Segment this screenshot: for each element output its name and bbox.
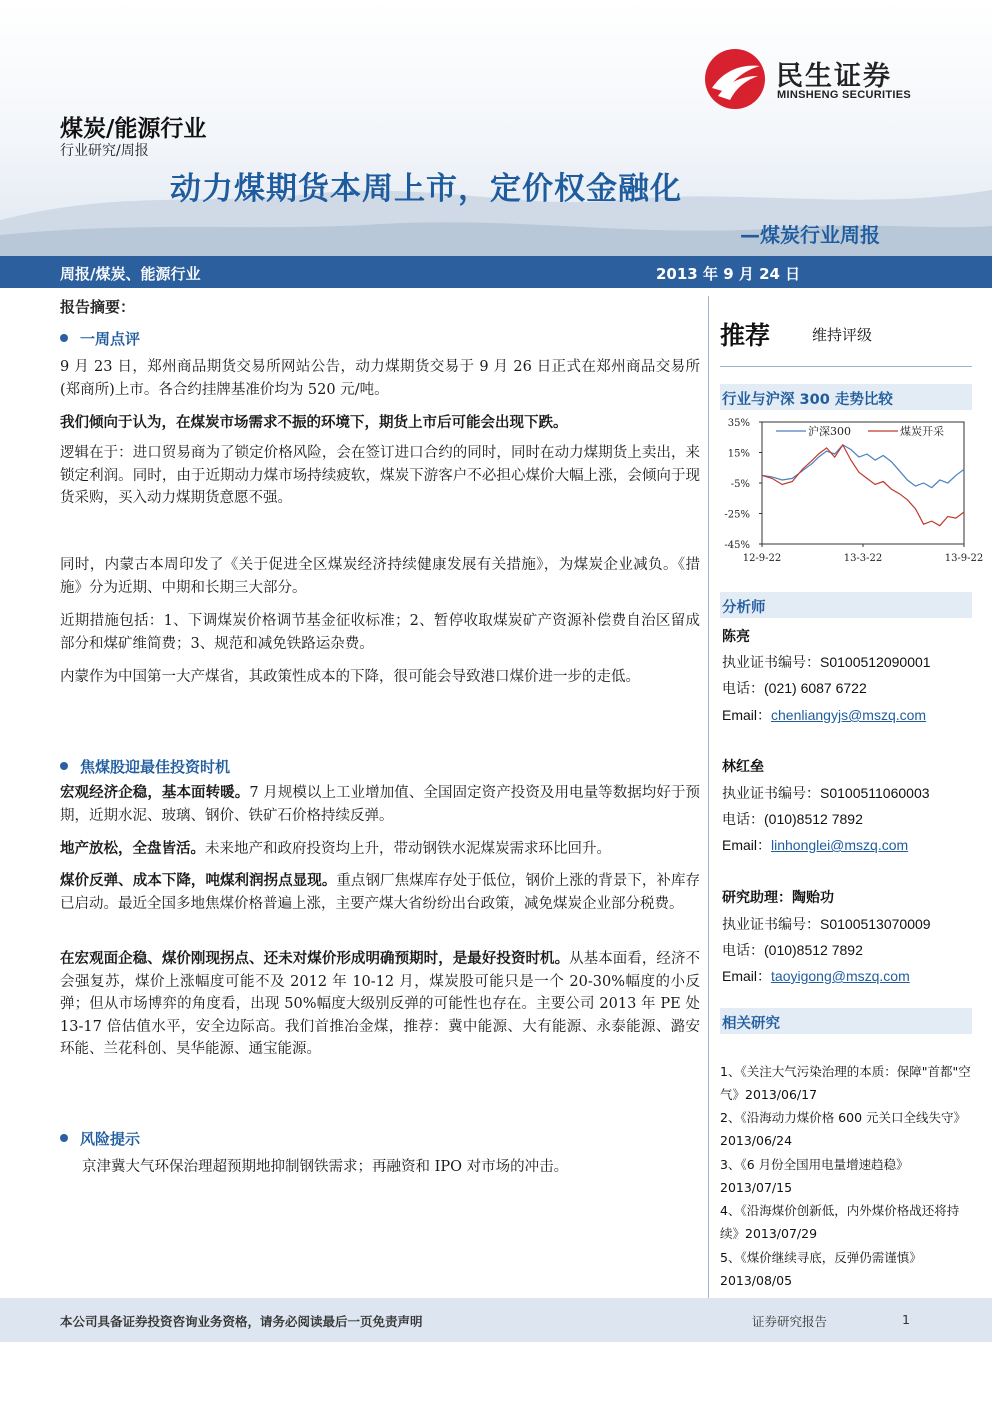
related-report-item[interactable]: 4、《沿海煤价创新低，内外煤价格战还将持续》2013/07/29 xyxy=(720,1203,960,1241)
page-footer xyxy=(0,1298,992,1342)
minsheng-logo-icon xyxy=(704,48,766,110)
analyst-phone: 电话：(010)8512 7892 xyxy=(722,811,863,827)
y-tick-label: 35% xyxy=(727,418,750,429)
section-coking-coal xyxy=(60,756,230,777)
paragraph: 内蒙作为中国第一大产煤省，其政策性成本的下降，很可能会导致港口煤价进一步的走低。 xyxy=(60,669,640,685)
paragraph xyxy=(60,948,700,1061)
related-title: 相关研究 xyxy=(722,1016,780,1032)
industry-label: 煤炭/能源行业 xyxy=(60,116,207,142)
paragraph xyxy=(60,782,700,827)
paragraph-lead: 在宏观面企稳、煤价刚现拐点、还未对煤价形成明确预期时，是最好投资时机。 xyxy=(60,951,570,967)
y-tick-label: -25% xyxy=(724,509,750,521)
y-tick-label: -5% xyxy=(730,479,750,490)
paragraph: 逻辑在于：进口贸易商为了锁定价格风险，会在签订进口合约的同时，同时在动力煤期货上卖出，来锁定利润。同时，由于近期动力煤市场持续疲软，煤炭下游客户不必担心煤价大幅上涨，会倾向于现货采购，买入动力煤期货意愿不强。 xyxy=(60,445,700,506)
chart-frame xyxy=(762,422,964,544)
chart-title: 行业与沪深 300 走势比较 xyxy=(722,392,893,408)
report-type: 行业研究/周报 xyxy=(60,143,149,159)
analyst-cert: 执业证书编号：S0100513070009 xyxy=(722,916,931,932)
bullet-icon xyxy=(60,1134,68,1142)
analyst-name: 林红垒 xyxy=(722,759,764,775)
logo-english-name: MINSHENG SECURITIES xyxy=(777,89,912,101)
paragraph-emphasis: 我们倾向于认为，在煤炭市场需求不振的环境下，期货上市后可能会出现下跌。 xyxy=(60,415,568,431)
section-title: 一周点评 xyxy=(80,330,141,348)
analyst-section-header xyxy=(720,592,972,618)
legend-label: 沪深300 xyxy=(808,425,851,438)
paragraph: 同时，内蒙古本周印发了《关于促进全区煤炭经济持续健康发展有关措施》，为煤炭企业减负。《措施》分为近期、中期和长期三大部分。 xyxy=(60,557,700,596)
email-link[interactable]: taoyigong@mszq.com xyxy=(771,968,910,984)
email-label: Email： xyxy=(722,707,772,723)
analyst-phone: 电话：(021) 6087 6722 xyxy=(722,680,867,696)
paragraph-lead: 宏观经济企稳，基本面转暖。 xyxy=(60,785,250,801)
rating-sub: 维持评级 xyxy=(812,326,873,344)
report-subtitle: —煤炭行业周报 xyxy=(740,223,880,247)
rating-main: 推荐 xyxy=(720,321,771,350)
report-header xyxy=(0,0,992,256)
paragraph-body: 7 月规模以上工业增加值、全国固定资产投资及用电量等数据均好于预期，近期水泥、玻璃、钢价、铁矿石价格持续反弹。 xyxy=(60,785,700,824)
section-title: 焦煤股迎最佳投资时机 xyxy=(80,758,231,776)
trend-chart xyxy=(720,416,984,576)
email-link[interactable]: linhonglei@mszq.com xyxy=(771,837,909,853)
paragraph: 近期措施包括：1、下调煤炭价格调节基金征收标准；2、暂停收取煤炭矿产资源补偿费自治区留成部分和煤矿维简费；3、规范和减免铁路运杂费。 xyxy=(60,613,700,652)
analyst-email xyxy=(722,705,926,725)
analyst-name: 研究助理：陶贻功 xyxy=(722,890,834,906)
paragraph xyxy=(60,838,700,861)
paragraph: 9 月 23 日，郑州商品期货交易所网站公告，动力煤期货交易于 9 月 26 日正式在郑州商品交易所(郑商所)上市。各合约挂牌基准价均为 520 元/吨。 xyxy=(60,359,700,398)
abstract-label: 报告摘要： xyxy=(60,298,136,316)
report-category: 周报/煤炭、能源行业 xyxy=(60,265,201,283)
analyst-title: 分析师 xyxy=(722,600,766,616)
footer-disclaimer: 本公司具备证券投资咨询业务资格，请务必阅读最后一页免责声明 xyxy=(60,1314,423,1329)
x-tick-label: 13-9-22 xyxy=(944,553,984,564)
paragraph-body: 未来地产和政府投资均上升，带动钢铁水泥煤炭需求环比回升。 xyxy=(205,841,611,857)
y-tick-label: 15% xyxy=(727,448,750,460)
paragraph: 京津冀大气环保治理超预期地抑制钢铁需求；再融资和 IPO 对市场的冲击。 xyxy=(82,1159,569,1175)
column-divider xyxy=(708,296,709,1298)
paragraph-body: 从基本面看，经济不会强复苏，煤价上涨幅度可能不及 2012 年 10-12 月，煤炭股可能只是一个 20-30%幅度的小反弹；但从市场博弈的角度看，出现 50%幅度大级别反弹的可能性也存在。主要公司 2013 年 PE 处 13-17 倍估值水平，安全边际高。我们首推冶金煤，推荐：冀中能源、大有能源、永泰能源、潞安环能、兰花科创、昊华能源、通宝能源。 xyxy=(60,951,700,1057)
x-tick-label: 12-9-22 xyxy=(742,553,782,564)
email-label: Email： xyxy=(722,837,772,853)
related-report-item[interactable]: 3、《6 月份全国用电量增速趋稳》2013/07/15 xyxy=(720,1157,909,1195)
analyst-cert: 执业证书编号：S0100512090001 xyxy=(722,654,931,670)
analyst-cert: 执业证书编号：S0100511060003 xyxy=(722,785,930,801)
analyst-email xyxy=(722,835,908,855)
section-weekly-review xyxy=(60,328,140,349)
related-section-header xyxy=(720,1008,972,1034)
bullet-icon xyxy=(60,334,68,342)
report-info-bar xyxy=(0,256,992,288)
analyst-name: 陈亮 xyxy=(722,629,750,645)
footer-label: 证券研究报告 xyxy=(752,1314,828,1329)
report-date: 2013 年 9 月 24 日 xyxy=(656,265,801,283)
section-title: 风险提示 xyxy=(80,1130,141,1148)
logo-chinese-name: 民生证券 xyxy=(776,61,892,92)
email-link[interactable]: chenliangyjs@mszq.com xyxy=(771,707,927,723)
report-title: 动力煤期货本周上市，定价权金融化 xyxy=(170,171,682,207)
analyst-phone: 电话：(010)8512 7892 xyxy=(722,942,863,958)
related-report-item[interactable]: 1、《关注大气污染治理的本质：保障"首都"空气》2013/06/17 xyxy=(720,1064,971,1102)
analyst-email xyxy=(722,966,910,986)
page-number: 1 xyxy=(902,1312,910,1327)
chart-section-header xyxy=(720,384,972,410)
y-tick-label: -45% xyxy=(724,540,750,551)
bullet-icon xyxy=(60,762,68,770)
paragraph-lead: 煤价反弹、成本下降，吨煤利润拐点显现。 xyxy=(60,873,337,889)
paragraph-lead: 地产放松，全盘皆活。 xyxy=(60,841,205,857)
legend-label: 煤炭开采 xyxy=(900,425,944,438)
section-risk xyxy=(60,1128,140,1149)
x-tick-label: 13-3-22 xyxy=(843,553,883,564)
email-label: Email： xyxy=(722,968,772,984)
paragraph xyxy=(60,870,700,915)
related-report-item[interactable]: 5、《煤价继续寻底，反弹仍需谨慎》2013/08/05 xyxy=(720,1250,922,1288)
company-logo xyxy=(704,48,944,108)
divider xyxy=(720,366,972,367)
paragraph-body: 重点钢厂焦煤库存处于低位，钢价上涨的背景下，补库存已启动。最近全国多地焦煤价格普遍上涨，主要产煤大省纷纷出台政策，减免煤炭企业部分税费。 xyxy=(60,873,701,912)
related-report-item[interactable]: 2、《沿海动力煤价格 600 元关口全线失守》2013/06/24 xyxy=(720,1110,967,1148)
